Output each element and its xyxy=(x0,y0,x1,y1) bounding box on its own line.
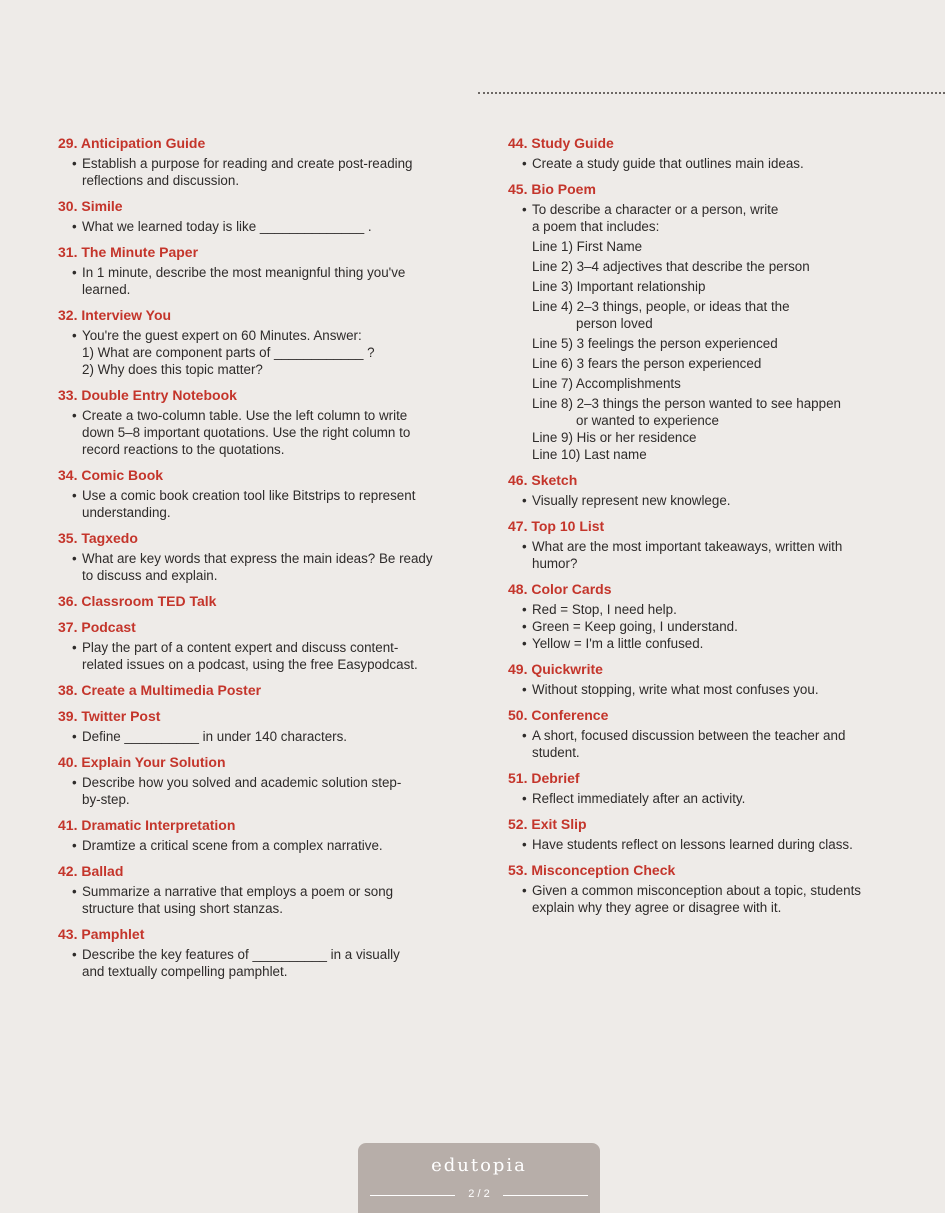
strategy-title: 44. Study Guide xyxy=(508,135,614,151)
strategy-47 xyxy=(508,517,908,572)
strategy-text: • Without stopping, write what most confuses you. xyxy=(508,681,908,698)
strategy-46 xyxy=(508,471,908,509)
strategy-text: humor? xyxy=(532,556,578,571)
strategy-title: 46. Sketch xyxy=(508,472,578,488)
strategy-title: 35. Tagxedo xyxy=(58,530,138,546)
strategy-text: • Red = Stop, I need help. xyxy=(508,601,908,618)
strategy-42 xyxy=(58,862,468,917)
strategy-text: • Describe the key features of __________ in a visually xyxy=(58,946,468,963)
strategy-title: 34. Comic Book xyxy=(58,467,164,483)
strategy-text: a poem that includes: xyxy=(532,219,660,234)
strategy-text: student. xyxy=(532,745,580,760)
strategy-text: understanding. xyxy=(82,505,171,520)
strategy-text: • Create a study guide that outlines main ideas. xyxy=(508,155,908,172)
strategy-49 xyxy=(508,660,908,698)
bio-poem-line: Line 8) 2–3 things the person wanted to see happen xyxy=(532,396,841,411)
strategy-text: • In 1 minute, describe the most meanignful thing you've xyxy=(58,264,468,281)
strategy-text: • Describe how you solved and academic solution step- xyxy=(58,774,468,791)
strategy-text: explain why they agree or disagree with it. xyxy=(532,900,782,915)
strategy-text: • Establish a purpose for reading and create post-reading xyxy=(58,155,468,172)
footer-badge xyxy=(358,1143,600,1213)
strategy-45 xyxy=(508,180,908,463)
strategy-51 xyxy=(508,769,908,807)
strategy-text: • Given a common misconception about a topic, students xyxy=(508,882,908,899)
strategy-29 xyxy=(58,134,468,189)
strategy-text: structure that using short stanzas. xyxy=(82,901,283,916)
strategy-title: 51. Debrief xyxy=(508,770,580,786)
bio-poem-line: Line 1) First Name xyxy=(532,239,643,254)
page-number: 2 / 2 xyxy=(468,1188,490,1200)
strategy-33 xyxy=(58,386,468,458)
strategy-title: 33. Double Entry Notebook xyxy=(58,387,237,403)
strategy-39 xyxy=(58,707,468,745)
strategy-32 xyxy=(58,306,468,378)
strategy-text: down 5–8 important quotations. Use the right column to xyxy=(82,425,411,440)
strategy-text: • A short, focused discussion between the teacher and xyxy=(508,727,908,744)
bio-poem-line: or wanted to experience xyxy=(576,413,719,428)
bio-poem-line: Line 6) 3 fears the person experienced xyxy=(532,356,762,371)
strategy-34 xyxy=(58,466,468,521)
strategy-text: • Summarize a narrative that employs a poem or song xyxy=(58,883,468,900)
strategy-48 xyxy=(508,580,908,652)
strategy-title: 40. Explain Your Solution xyxy=(58,754,226,770)
strategy-text: • What we learned today is like ______________ . xyxy=(58,218,468,235)
strategy-text: record reactions to the quotations. xyxy=(82,442,285,457)
strategy-text: • What are key words that express the main ideas? Be ready xyxy=(58,550,468,567)
strategy-text: 2) Why does this topic matter? xyxy=(82,362,263,377)
strategy-title: 31. The Minute Paper xyxy=(58,244,199,260)
bio-poem-line: Line 2) 3–4 adjectives that describe the person xyxy=(532,259,810,274)
strategy-50 xyxy=(508,706,908,761)
strategy-37 xyxy=(58,618,468,673)
bio-poem-line: Line 9) His or her residence xyxy=(532,430,697,445)
strategy-text: • Visually represent new knowlege. xyxy=(508,492,908,509)
strategy-43 xyxy=(58,925,468,980)
strategy-title: 48. Color Cards xyxy=(508,581,612,597)
strategy-title: 47. Top 10 List xyxy=(508,518,605,534)
right-column xyxy=(508,134,908,924)
strategy-title: 52. Exit Slip xyxy=(508,816,587,832)
strategy-text: • Reflect immediately after an activity. xyxy=(508,790,908,807)
strategy-text: and textually compelling pamphlet. xyxy=(82,964,288,979)
strategy-36 xyxy=(58,592,468,610)
strategy-38 xyxy=(58,681,468,699)
strategy-title: 30. Simile xyxy=(58,198,123,214)
bio-poem-line: Line 7) Accomplishments xyxy=(532,376,681,391)
strategy-text: • Play the part of a content expert and discuss content- xyxy=(58,639,468,656)
strategy-30 xyxy=(58,197,468,235)
strategy-text: • Dramtize a critical scene from a complex narrative. xyxy=(58,837,468,854)
strategy-text: • Use a comic book creation tool like Bitstrips to represent xyxy=(58,487,468,504)
strategy-title: 49. Quickwrite xyxy=(508,661,603,677)
strategy-text: related issues on a podcast, using the free Easypodcast. xyxy=(82,657,418,672)
strategy-title: 37. Podcast xyxy=(58,619,136,635)
strategy-title: 41. Dramatic Interpretation xyxy=(58,817,236,833)
strategy-53 xyxy=(508,861,908,916)
strategy-text: 1) What are component parts of ____________ ? xyxy=(82,345,375,360)
strategy-40 xyxy=(58,753,468,808)
dotted-divider xyxy=(478,92,945,94)
strategy-44 xyxy=(508,134,908,172)
strategy-text: • Yellow = I'm a little confused. xyxy=(508,635,908,652)
strategy-title: 53. Misconception Check xyxy=(508,862,676,878)
strategy-text: • To describe a character or a person, write xyxy=(508,201,908,218)
strategy-title: 39. Twitter Post xyxy=(58,708,161,724)
strategy-title: 29. Anticipation Guide xyxy=(58,135,206,151)
strategy-text: • Have students reflect on lessons learned during class. xyxy=(508,836,908,853)
strategy-text: • What are the most important takeaways, written with xyxy=(508,538,908,555)
strategy-41 xyxy=(58,816,468,854)
strategy-text: by-step. xyxy=(82,792,130,807)
strategy-text: • You're the guest expert on 60 Minutes. Answer: xyxy=(58,327,468,344)
left-column xyxy=(58,134,468,988)
strategy-52 xyxy=(508,815,908,853)
bio-poem-line: Line 5) 3 feelings the person experienced xyxy=(532,336,778,351)
bio-poem-line: Line 10) Last name xyxy=(532,447,647,462)
strategy-text: • Create a two-column table. Use the left column to write xyxy=(58,407,468,424)
strategy-31 xyxy=(58,243,468,298)
strategy-title: 38. Create a Multimedia Poster xyxy=(58,682,262,698)
bio-poem-line: Line 3) Important relationship xyxy=(532,279,706,294)
strategy-title: 32. Interview You xyxy=(58,307,172,323)
bio-poem-line: person loved xyxy=(576,316,653,331)
strategy-text: learned. xyxy=(82,282,131,297)
strategy-title: 50. Conference xyxy=(508,707,609,723)
strategy-title: 43. Pamphlet xyxy=(58,926,145,942)
strategy-title: 36. Classroom TED Talk xyxy=(58,593,217,609)
strategy-35 xyxy=(58,529,468,584)
strategy-title: 42. Ballad xyxy=(58,863,124,879)
strategy-text: to discuss and explain. xyxy=(82,568,218,583)
strategy-text: • Define __________ in under 140 characters. xyxy=(58,728,468,745)
page-rule-right xyxy=(503,1195,588,1196)
edutopia-logo: edutopia xyxy=(431,1155,527,1176)
strategy-text: • Green = Keep going, I understand. xyxy=(508,618,908,635)
bio-poem-line: Line 4) 2–3 things, people, or ideas that the xyxy=(532,299,790,314)
strategy-title: 45. Bio Poem xyxy=(508,181,596,197)
strategy-text: reflections and discussion. xyxy=(82,173,240,188)
